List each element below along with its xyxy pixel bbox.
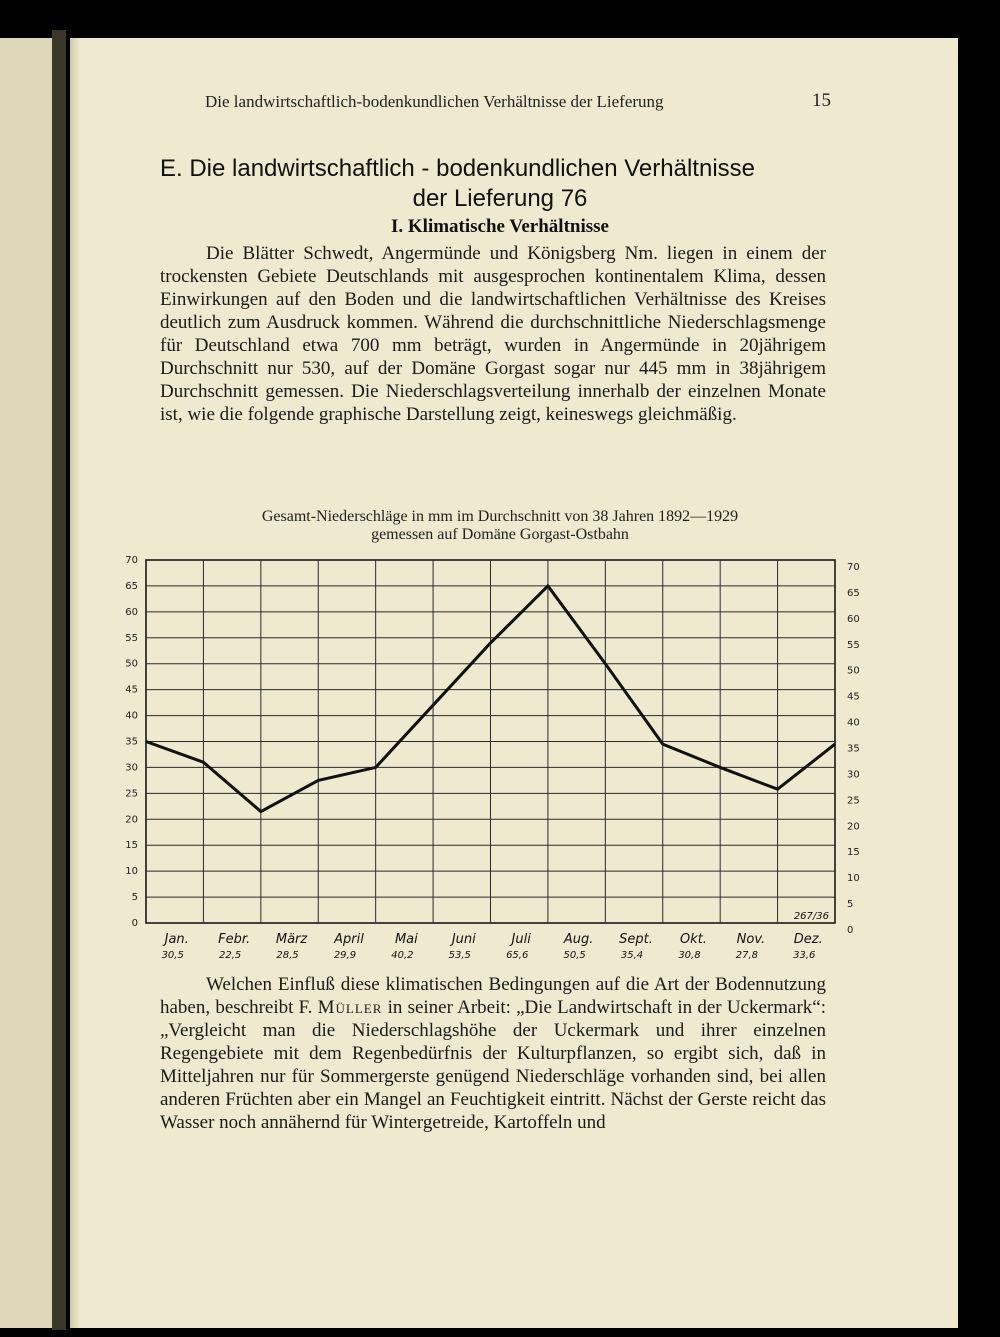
y-tick-label-right: 25 bbox=[847, 795, 860, 807]
y-tick-label-left: 50 bbox=[125, 658, 138, 670]
y-tick-label-left: 65 bbox=[125, 580, 138, 592]
data-point bbox=[662, 743, 664, 745]
data-point bbox=[490, 642, 492, 644]
chart-subtitle: gemessen auf Domäne Gorgast-Ostbahn bbox=[371, 526, 629, 543]
x-tick-label: Aug. bbox=[563, 932, 594, 947]
section-title bbox=[160, 154, 840, 214]
y-tick-label-left: 35 bbox=[125, 736, 138, 748]
x-tick-label: Okt. bbox=[679, 932, 707, 947]
y-tick-label-right: 15 bbox=[847, 847, 860, 859]
y-tick-label-left: 55 bbox=[125, 632, 138, 644]
month-value-label: 65,6 bbox=[506, 950, 529, 961]
y-tick-label-right: 20 bbox=[847, 821, 860, 833]
book-spine bbox=[52, 30, 66, 1330]
y-tick-label-left: 70 bbox=[125, 555, 138, 566]
subsection-title: I. Klimatische Verhältnisse bbox=[391, 216, 609, 237]
y-tick-label-right: 35 bbox=[847, 743, 860, 755]
x-tick-label: Nov. bbox=[736, 932, 766, 947]
y-tick-label-right: 10 bbox=[847, 873, 860, 885]
month-value-label: 33,6 bbox=[793, 950, 816, 961]
data-point bbox=[145, 741, 147, 743]
data-point bbox=[203, 761, 205, 763]
y-tick-label-left: 40 bbox=[125, 710, 138, 722]
month-value-label: 22,5 bbox=[218, 950, 242, 961]
x-tick-label: Febr. bbox=[218, 932, 251, 947]
y-tick-label-right: 65 bbox=[847, 587, 860, 599]
y-tick-label-right: 70 bbox=[847, 562, 860, 573]
month-value-label: 53,5 bbox=[448, 950, 471, 961]
y-tick-label-left: 20 bbox=[125, 814, 138, 826]
data-point bbox=[375, 767, 377, 769]
y-tick-label-right: 60 bbox=[847, 613, 860, 625]
book-page bbox=[70, 38, 958, 1328]
data-point bbox=[432, 704, 434, 706]
y-tick-label-left: 10 bbox=[125, 866, 138, 878]
y-tick-label-left: 60 bbox=[125, 606, 138, 618]
paragraph-climate: Die Blätter Schwedt, Angermünde und Königsberg Nm. liegen in einem der trockensten Gebiete Deutschlands mit ausgesprochen kontinentalem Klima, dessen Einwirkungen auf den Boden und die landwirtschaftlichen Verhältnisse des Kreises deutlich zum Ausdruck kommen. Während die durchschnittliche Niederschlagsmenge für Deutschland etwa 700 mm beträgt, wurden in Angermünde in 20jährigem Durchschnitt nur 530, auf der Domäne Gorgast sogar nur 445 mm in 38jährigem Durchschnitt gemessen. Die Niederschlagsverteilung innerhalb der einzelnen Monate ist, wie die folgende graphische Darstellung zeigt, keineswegs gleichmäßig. bbox=[160, 243, 826, 425]
facing-page-edge bbox=[0, 38, 52, 1328]
x-tick-label: Juli bbox=[511, 932, 531, 947]
y-tick-label-right: 30 bbox=[847, 769, 860, 781]
para2-text-a: Welchen Einfluß diese klimatischen Bedingungen auf die Art der Bodennutzung haben, beschreibt F. bbox=[160, 974, 826, 1018]
x-axis-labels bbox=[162, 932, 823, 961]
section-title-line2: der Lieferung 76 bbox=[412, 185, 588, 212]
x-tick-label: Jan. bbox=[164, 932, 189, 947]
month-value-label: 28,5 bbox=[276, 950, 299, 961]
month-value-label: 30,5 bbox=[161, 950, 184, 961]
month-value-label: 35,4 bbox=[620, 950, 644, 961]
y-axis-right bbox=[847, 562, 860, 936]
chart-caption bbox=[160, 508, 840, 544]
data-point bbox=[834, 743, 836, 745]
y-tick-label-right: 40 bbox=[847, 717, 860, 729]
x-tick-label: März bbox=[275, 932, 308, 947]
data-point bbox=[317, 780, 319, 782]
x-tick-label: Sept. bbox=[619, 932, 653, 947]
y-tick-label-right: 0 bbox=[847, 925, 854, 936]
data-point bbox=[605, 663, 607, 665]
chart-title: Gesamt-Niederschläge in mm im Durchschnitt von 38 Jahren 1892—1929 bbox=[261, 508, 739, 525]
y-tick-label-right: 55 bbox=[847, 639, 860, 651]
y-tick-label-left: 5 bbox=[131, 892, 138, 904]
chart-corner-note: 267/36 bbox=[793, 911, 829, 922]
data-point bbox=[777, 788, 779, 790]
data-point bbox=[719, 767, 721, 769]
chart-grid bbox=[146, 560, 835, 923]
x-tick-label: Juni bbox=[451, 932, 476, 947]
x-tick-label: April bbox=[334, 932, 364, 947]
month-value-label: 40,2 bbox=[391, 950, 414, 961]
y-tick-label-left: 25 bbox=[125, 788, 138, 800]
y-tick-label-right: 50 bbox=[847, 665, 860, 677]
x-tick-label: Mai bbox=[394, 932, 418, 947]
author-name: Müller bbox=[317, 997, 383, 1018]
x-tick-label: Dez. bbox=[793, 932, 823, 947]
section-title-line1: E. Die landwirtschaftlich - bodenkundlichen Verhältnisse bbox=[160, 155, 755, 182]
month-value-label: 29,9 bbox=[333, 950, 357, 961]
data-point bbox=[547, 585, 549, 587]
y-tick-label-left: 0 bbox=[131, 918, 138, 929]
y-tick-label-left: 45 bbox=[125, 684, 138, 696]
y-tick-label-left: 15 bbox=[125, 840, 138, 852]
page-number: 15 bbox=[812, 90, 831, 111]
running-header: Die landwirtschaftlich-bodenkundlichen Verhältnisse der Lieferung bbox=[205, 92, 664, 111]
y-tick-label-right: 5 bbox=[847, 899, 854, 911]
para2-text-b: in seiner Arbeit: „Die Landwirtschaft in der Uckermark“: „Vergleicht man die Niederschlagshöhe der Uckermark und ihrer einzelnen Regengebiete mit dem Regenbedürfnis der Kulturpflanzen, so ergibt sich, daß in Mitteljahren nur für Sommergerste genügend Niederschläge vorhanden sind, bei allen anderen Früchten aber ein Mangel an Feuchtigkeit eintritt. Nächst der Gerste reicht das Wasser noch annähernd für Wintergetreide, Kartoffeln und bbox=[160, 997, 827, 1133]
month-value-label: 30,8 bbox=[678, 950, 701, 961]
y-tick-label-right: 45 bbox=[847, 691, 860, 703]
precipitation-chart bbox=[110, 548, 870, 968]
data-point bbox=[260, 811, 262, 813]
y-tick-label-left: 30 bbox=[125, 762, 138, 774]
month-value-label: 50,5 bbox=[563, 950, 586, 961]
y-axis-left bbox=[125, 555, 138, 929]
paragraph-land-use bbox=[160, 973, 826, 1134]
month-value-label: 27,8 bbox=[735, 950, 759, 961]
